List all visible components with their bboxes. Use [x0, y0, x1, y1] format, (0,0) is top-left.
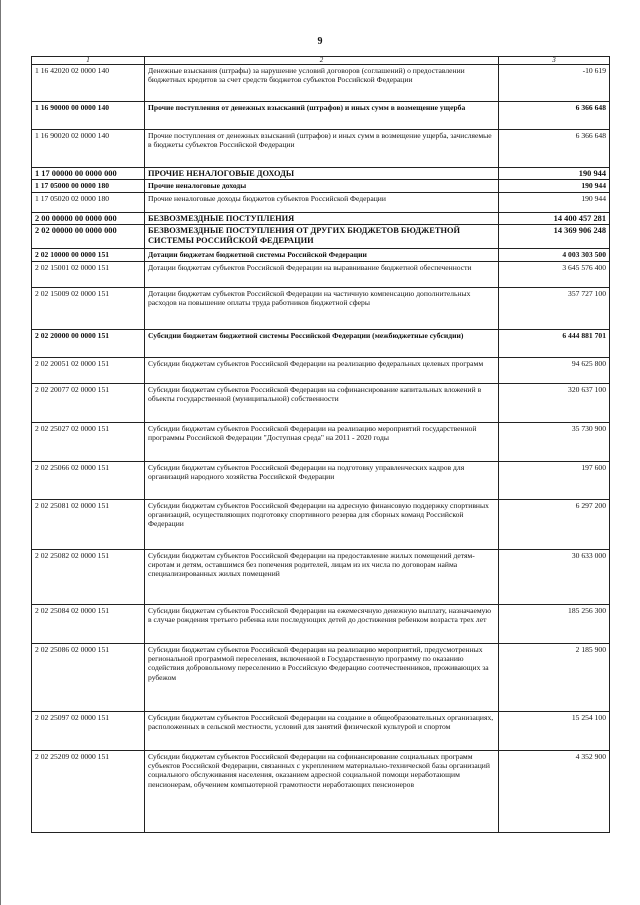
amount-cell: 320 637 100 [499, 383, 610, 422]
table-header-row [32, 57, 610, 65]
budget-code-cell: 2 02 15001 02 0000 151 [32, 261, 145, 287]
amount-cell: 6 297 200 [499, 499, 610, 549]
budget-code-cell: 2 02 20077 02 0000 151 [32, 383, 145, 422]
table-row [32, 383, 610, 422]
amount-cell: -10 619 [499, 65, 610, 102]
table-row [32, 130, 610, 168]
amount-cell: 190 944 [499, 180, 610, 192]
revenue-name-cell: Дотации бюджетам субъектов Российской Федерации на выравнивание бюджетной обеспеченности [145, 261, 499, 287]
page-number: 9 [317, 36, 323, 47]
amount-cell: 6 444 881 701 [499, 329, 610, 357]
table-row [32, 711, 610, 750]
budget-code-cell: 2 02 25066 02 0000 151 [32, 461, 145, 499]
budget-code-cell: 1 17 05000 00 0000 180 [32, 180, 145, 192]
revenue-name-cell: Субсидии бюджетам субъектов Российской Федерации на реализацию федеральных целевых программ [145, 357, 499, 383]
revenue-name-cell: Прочие поступления от денежных взысканий (штрафов) и иных сумм в возмещение ущерба [145, 102, 499, 130]
revenue-name-cell: БЕЗВОЗМЕЗДНЫЕ ПОСТУПЛЕНИЯ [145, 212, 499, 224]
revenue-name-cell: Денежные взыскания (штрафы) за нарушение условий договоров (соглашений) о предоставлении бюджетных кредитов за счет средств бюджетов субъектов Российской Федерации [145, 65, 499, 102]
budget-code-cell: 2 02 00000 00 0000 000 [32, 225, 145, 249]
revenue-name-cell: Субсидии бюджетам субъектов Российской Федерации на создание в общеобразовательных организациях, расположенных в сельской местности, условий для занятий физической культурой и спортом [145, 711, 499, 750]
amount-cell: 3 645 576 400 [499, 261, 610, 287]
table-body [32, 65, 610, 833]
revenue-name-cell: Дотации бюджетам бюджетной системы Российской Федерации [145, 249, 499, 261]
table-row [32, 329, 610, 357]
revenue-name-cell: Субсидии бюджетам субъектов Российской Федерации на адресную финансовую поддержку спортивных организаций, осуществляющих подготовку спортивного резерва для сборных команд Российской Федерации [145, 499, 499, 549]
table-row [32, 180, 610, 192]
revenue-name-cell: Субсидии бюджетам субъектов Российской Федерации на реализацию мероприятий государственной программы Российской Федерации "Доступная среда" на 2011 - 2020 годы [145, 422, 499, 461]
table-row [32, 422, 610, 461]
revenue-name-cell: Субсидии бюджетам субъектов Российской Федерации на подготовку управленческих кадров для организаций народного хозяйства Российской Федерации [145, 461, 499, 499]
amount-cell: 185 256 300 [499, 604, 610, 643]
header-col-code: 1 [32, 57, 145, 65]
budget-code-cell: 2 02 25027 02 0000 151 [32, 422, 145, 461]
table-row [32, 65, 610, 102]
revenue-name-cell: Субсидии бюджетам субъектов Российской Федерации на предоставление жилых помещений детям-сиротам и детям, оставшимся без попечения родителей, лицам из их числа по договорам найма специализированных жилых помещений [145, 549, 499, 604]
revenue-name-cell: ПРОЧИЕ НЕНАЛОГОВЫЕ ДОХОДЫ [145, 168, 499, 180]
table-row [32, 225, 610, 249]
revenue-name-cell: Субсидии бюджетам бюджетной системы Российской Федерации (межбюджетные субсидии) [145, 329, 499, 357]
amount-cell: 6 366 648 [499, 130, 610, 168]
budget-code-cell: 2 02 20051 02 0000 151 [32, 357, 145, 383]
budget-code-cell: 1 16 42020 02 0000 140 [32, 65, 145, 102]
revenue-name-cell: Субсидии бюджетам субъектов Российской Федерации на реализацию мероприятий, предусмотренных региональной программой переселения, включенной в Государственную программу по оказанию содействия добровольному переселению в Российскую Федерацию соотечественников, проживающих за рубежом [145, 643, 499, 711]
table-row [32, 461, 610, 499]
budget-code-cell: 2 02 10000 00 0000 151 [32, 249, 145, 261]
revenue-name-cell: Субсидии бюджетам субъектов Российской Федерации на софинансирование социальных программ субъектов Российской Федерации, связанных с укреплением материально-технической базы организаций социального обслуживания населения, оказанием адресной социальной помощи неработающим пенсионерам, обучением компьютерной грамотности неработающих пенсионеров [145, 750, 499, 832]
amount-cell: 30 633 000 [499, 549, 610, 604]
table-row [32, 499, 610, 549]
table-row [32, 192, 610, 212]
budget-code-cell: 1 17 00000 00 0000 000 [32, 168, 145, 180]
amount-cell: 6 366 648 [499, 102, 610, 130]
table-row [32, 643, 610, 711]
budget-revenue-table [31, 56, 610, 833]
budget-code-cell: 2 02 15009 02 0000 151 [32, 287, 145, 329]
amount-cell: 190 944 [499, 168, 610, 180]
table-row [32, 549, 610, 604]
table-row [32, 102, 610, 130]
revenue-name-cell: Прочие поступления от денежных взысканий (штрафов) и иных сумм в возмещение ущерба, зачисляемые в бюджеты субъектов Российской Федерации [145, 130, 499, 168]
table-row [32, 212, 610, 224]
revenue-name-cell: Субсидии бюджетам субъектов Российской Федерации на софинансирование капитальных вложений в объекты государственной (муниципальной) собственности [145, 383, 499, 422]
revenue-name-cell: Дотации бюджетам субъектов Российской Федерации на частичную компенсацию дополнительных расходов на повышение оплаты труда работников бюджетной сферы [145, 287, 499, 329]
budget-code-cell: 2 02 25082 02 0000 151 [32, 549, 145, 604]
amount-cell: 197 600 [499, 461, 610, 499]
amount-cell: 14 400 457 281 [499, 212, 610, 224]
header-col-amount: 3 [499, 57, 610, 65]
amount-cell: 14 369 906 248 [499, 225, 610, 249]
amount-cell: 2 185 900 [499, 643, 610, 711]
amount-cell: 190 944 [499, 192, 610, 212]
revenue-name-cell: Субсидии бюджетам субъектов Российской Федерации на ежемесячную денежную выплату, назначаемую в случае рождения третьего ребенка или последующих детей до достижения ребенком возраста трех лет [145, 604, 499, 643]
budget-code-cell: 2 02 25209 02 0000 151 [32, 750, 145, 832]
amount-cell: 15 254 100 [499, 711, 610, 750]
amount-cell: 4 003 303 500 [499, 249, 610, 261]
page-edge-line [0, 0, 1, 905]
table-row [32, 168, 610, 180]
amount-cell: 357 727 100 [499, 287, 610, 329]
budget-code-cell: 2 02 25097 02 0000 151 [32, 711, 145, 750]
budget-code-cell: 1 16 90020 02 0000 140 [32, 130, 145, 168]
table-row [32, 604, 610, 643]
revenue-name-cell: Прочие неналоговые доходы бюджетов субъектов Российской Федерации [145, 192, 499, 212]
table-row [32, 249, 610, 261]
revenue-name-cell: Прочие неналоговые доходы [145, 180, 499, 192]
budget-code-cell: 2 02 25086 02 0000 151 [32, 643, 145, 711]
budget-code-cell: 2 02 20000 00 0000 151 [32, 329, 145, 357]
table-row [32, 357, 610, 383]
budget-code-cell: 1 16 90000 00 0000 140 [32, 102, 145, 130]
amount-cell: 4 352 900 [499, 750, 610, 832]
revenue-name-cell: БЕЗВОЗМЕЗДНЫЕ ПОСТУПЛЕНИЯ ОТ ДРУГИХ БЮДЖЕТОВ БЮДЖЕТНОЙ СИСТЕМЫ РОССИЙСКОЙ ФЕДЕРАЦИИ [145, 225, 499, 249]
table-row [32, 750, 610, 832]
table-row [32, 287, 610, 329]
budget-code-cell: 2 00 00000 00 0000 000 [32, 212, 145, 224]
budget-code-cell: 2 02 25084 02 0000 151 [32, 604, 145, 643]
table-row [32, 261, 610, 287]
budget-code-cell: 1 17 05020 02 0000 180 [32, 192, 145, 212]
header-col-name: 2 [145, 57, 499, 65]
amount-cell: 94 625 800 [499, 357, 610, 383]
amount-cell: 35 730 900 [499, 422, 610, 461]
budget-code-cell: 2 02 25081 02 0000 151 [32, 499, 145, 549]
